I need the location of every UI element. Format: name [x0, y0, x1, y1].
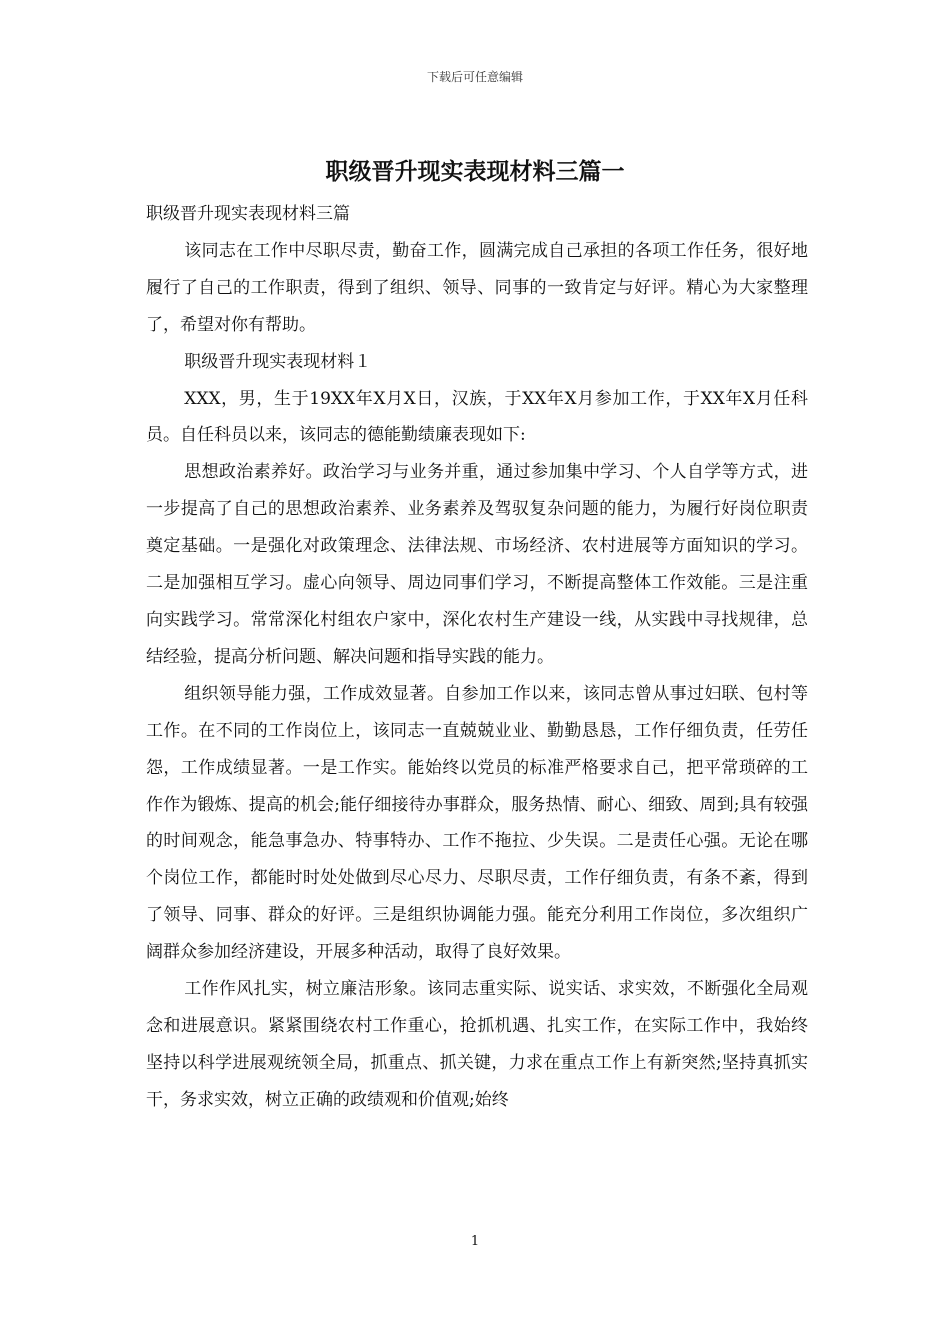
- paragraph-leadership: 组织领导能力强，工作成效显著。自参加工作以来，该同志曾从事过妇联、包村等工作。在不同的工作岗位上，该同志一直兢兢业业、勤勤恳恳，工作仔细负责，任劳任怨，工作成绩显著。一是工作实。能始终以党员的标准严格要求自己，把平常琐碎的工作作为锻炼、提高的机会;能仔细接待办事群众，服务热情、耐心、细致、周到;具有较强的时间观念，能急事急办、特事特办、工作不拖拉、少失误。二是责任心强。无论在哪个岗位工作，都能时时处处做到尽心尽力、尽职尽责，工作仔细负责，有条不紊，得到了领导、同事、群众的好评。三是组织协调能力强。能充分利用工作岗位，多次组织广阔群众参加经济建设，开展多种活动，取得了良好效果。: [146, 683, 808, 963]
- document-title: 职级晋升现实表现材料三篇一: [325, 158, 625, 185]
- page-header: 下载后可任意编辑: [426, 70, 523, 84]
- paragraph-work-style: 工作作风扎实，树立廉洁形象。该同志重实际、说实话、求实效，不断强化全局观念和进展意识。紧紧围绕农村工作重心，抢抓机遇、扎实工作，在实际工作中，我始终坚持以科学进展观统领全局，抓重点、抓关键，力求在重点工作上有新突然;坚持真抓实干，务求实效，树立正确的政绩观和价值观;始终: [146, 979, 808, 1110]
- paragraph-intro: 该同志在工作中尽职尽责，勤奋工作，圆满完成自己承担的各项工作任务，很好地履行了自己的工作职责，得到了组织、领导、同事的一致肯定与好评。精心为大家整理了，希望对你有帮助。: [146, 240, 808, 335]
- document-subtitle: 职级晋升现实表现材料三篇: [146, 204, 350, 224]
- document-body: [146, 196, 808, 1119]
- page-number: 1: [470, 1234, 480, 1249]
- section-heading: 职级晋升现实表现材料１: [184, 351, 372, 372]
- paragraph-political: 思想政治素养好。政治学习与业务并重，通过参加集中学习、个人自学等方式，进一步提高了自己的思想政治素养、业务素养及驾驭复杂问题的能力，为履行好岗位职责奠定基础。一是强化对政策理念、法律法规、市场经济、农村进展等方面知识的学习。二是加强相互学习。虚心向领导、周边同事们学习，不断提高整体工作效能。三是注重向实践学习。常常深化村组农户家中，深化农村生产建设一线，从实践中寻找规律，总结经验，提高分析问题、解决问题和指导实践的能力。: [146, 462, 808, 667]
- paragraph-profile: XXX，男，生于19XX年X月X日，汉族，于XX年X月参加工作，于XX年X月任科员。自任科员以来，该同志的德能勤绩廉表现如下:: [146, 388, 808, 446]
